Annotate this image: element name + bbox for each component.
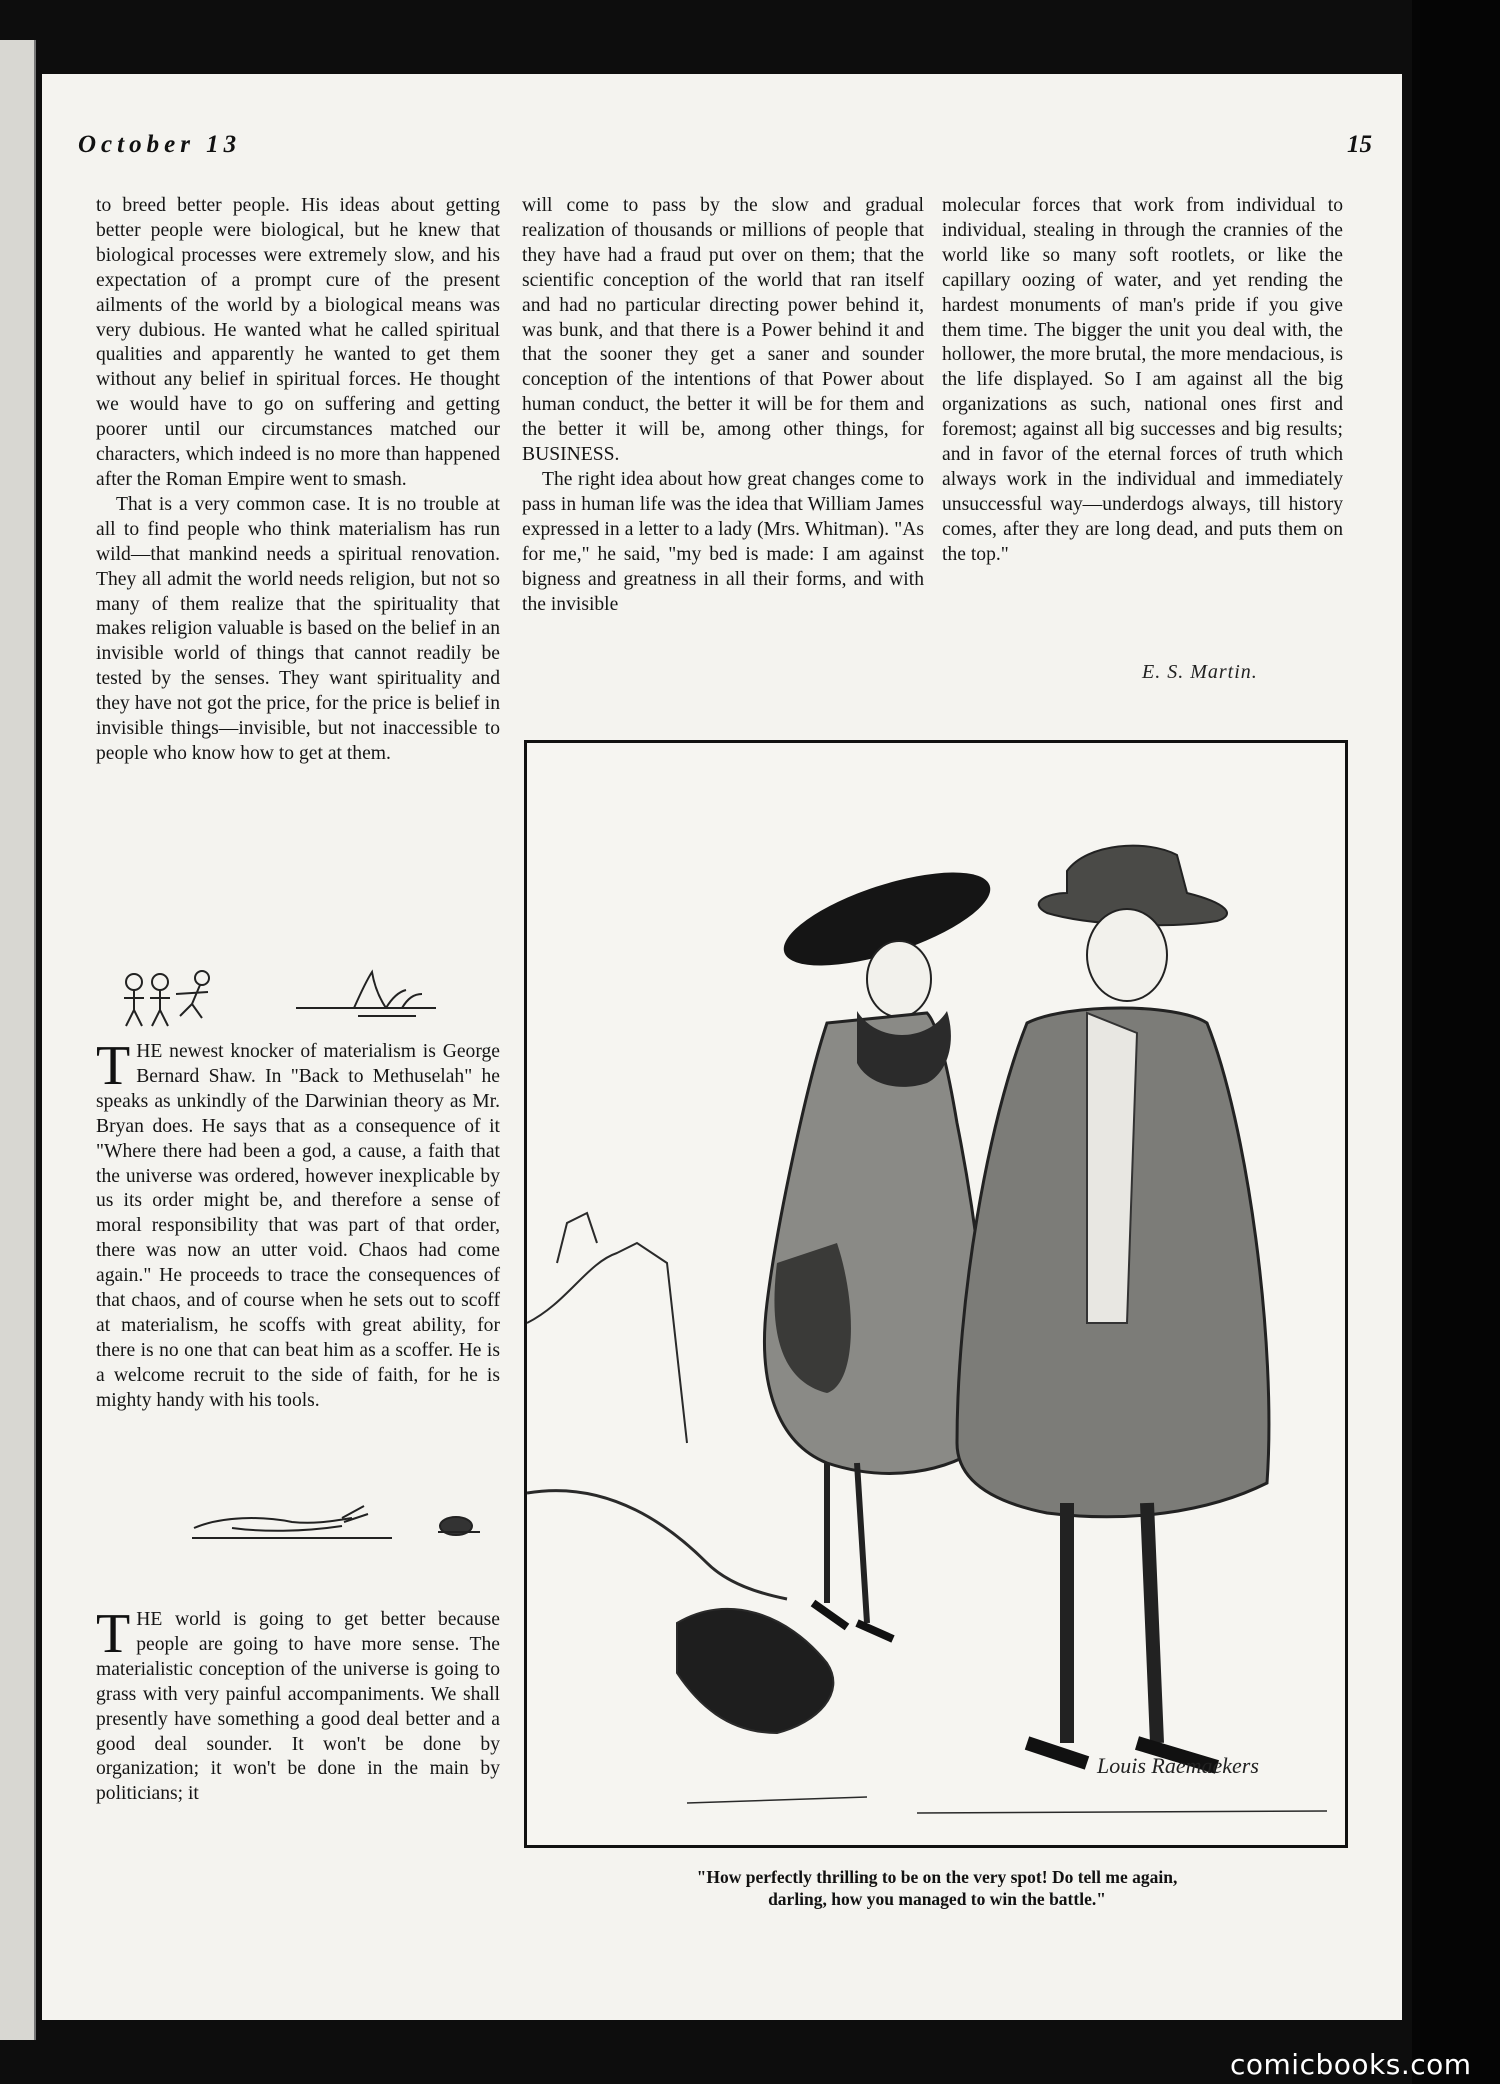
child-figure-2 [152,974,168,990]
trench-shadow [527,1491,787,1599]
cartoon-caption-line-1: "How perfectly thrilling to be on the very spot! Do tell me again, [696,1867,1178,1887]
column-1-paragraph-2: That is a very common case. It is no trouble at all to find people who think materialism has run wild—that mankind needs a spiritual renovation. They all admit the world needs religion, but not so many of them realize that the spirituality that makes religion valuable is based on the belief in an invisible world of things that cannot readily be tested by the senses. They want spirituality and they have not got the price, for the price is belief in invisible things—invisible, but not inaccessible to people who know how to get at them. [96,493,500,764]
author-byline: E. S. Martin. [1142,661,1258,683]
cartoon-drawing [527,743,1345,1845]
child-figure-3 [195,971,209,985]
sleeping-hare [194,1518,352,1531]
artist-signature: Louis Raemaekers [1097,1753,1259,1778]
child-figure-1 [126,974,142,990]
drop-cap: T [96,1035,131,1097]
hare-and-tortoise-ornament [192,1498,492,1548]
cartoon-illustration [524,740,1348,1848]
woman-face [867,941,931,1017]
children-and-rocket-ornament [116,964,446,1034]
column-2 [522,194,924,617]
woman-shoes [813,1603,893,1639]
cartoon-caption-line-2: darling, how you managed to win the battle." [768,1889,1106,1909]
man-face [1087,909,1167,1001]
man-scarf [1087,1013,1137,1323]
column-3-paragraph-1: molecular forces that work from individual to individual, stealing in through the crannies of the world like so many soft rootlets, or like the capillary oozing of water, and yet rending the hardest monuments of man's pride if you give them time. The bigger the unit you deal with, the hollower, the more brutal, the more mendacious, is the life displayed. So I am against all the big organizations as such, national ones first and foremost; against all big successes and big results; and in favor of the eternal forces of truth which always work in the individual and immediately unsuccessful way—underdogs always, till history comes, after they are long dead, and puts them on the top." [942,195,1343,565]
page-number: 15 [1347,131,1372,158]
woman-coat [765,1013,990,1473]
section-better-world-text: HE world is going to get better because people are going to have more sense. The materialistic conception of the universe is going to grass with very painful accompaniments. We shall presently have something a good deal better and a good deal sounder. It won't be done by organization; it won't be done in the main by politicians; it [96,1609,500,1805]
column-3 [942,194,1343,568]
ruined-village-background [527,1213,687,1443]
section-better-world [96,1603,500,1807]
column-1-paragraph-1: to breed better people. His ideas about getting better people were biological, but he knew that biological processes were extremely slow, and his expectation of a prompt cure of the present ailments of the world by a biological means was very dubious. He wanted what he called spiritual qualities and apparently he wanted to get them without any belief in spiritual forces. He thought we would have to go on suffering and getting poorer until our circumstances matched our characters, which indeed is no more than happened after the Roman Empire went to smash. [96,195,500,490]
rocket [354,972,386,1008]
cartoon-caption [562,1866,1312,1910]
magazine-page [42,74,1402,2020]
scan-border [1412,0,1500,2084]
drop-cap: T [96,1603,131,1665]
column-2-paragraph-1: will come to pass by the slow and gradual realization of thousands or millions of people that they have had a fraud put over on them; that the scientific conception of the world that ran itself and had no particular directing power behind it, was bunk, and that there is a Power behind it and that the sooner they get a saner and sounder conception of the intentions of that Power about human conduct, the better it will be for them and the better it will be, among other things, for BUSINESS. [522,195,924,466]
woman-legs [827,1463,867,1623]
column-2-paragraph-2: The right idea about how great changes come to pass in human life was the idea that William James expressed in a letter to a lady (Mrs. Whitman). "As for me," he said, "my bed is made: I am against bigness and greatness in all their forms, and with the invisible [522,468,924,615]
man-legs [1067,1503,1157,1743]
column-1 [96,194,500,767]
man-figure [957,846,1269,1767]
section-shaw [96,1035,500,1414]
watermark: comicbooks.com [1230,2048,1472,2081]
section-shaw-text: HE newest knocker of materialism is George Bernard Shaw. In "Back to Methuselah" he speaks as unkindly of the Darwinian theory as Mr. Bryan does. He says that as a consequence of it "Where there had been a god, a cause, a faith that the universe was ordered, however inexplicable by us its order might be, and therefore a sense of moral responsibility that was part of that order, there was now an utter void. Chaos had come again." He proceeds to trace the consequences of that chaos, and of course when he sets out to scoff at materialism, he scoffs with great ability, for there is no one that can beat him as a scoffer. He is a welcome recruit to the side of faith, for he is mighty handy with his tools. [96,1041,500,1411]
shell-crater [677,1609,833,1733]
adjacent-page-edge [0,40,36,2040]
woman-figure [765,853,1001,1639]
running-header-date: October 13 [78,131,242,158]
